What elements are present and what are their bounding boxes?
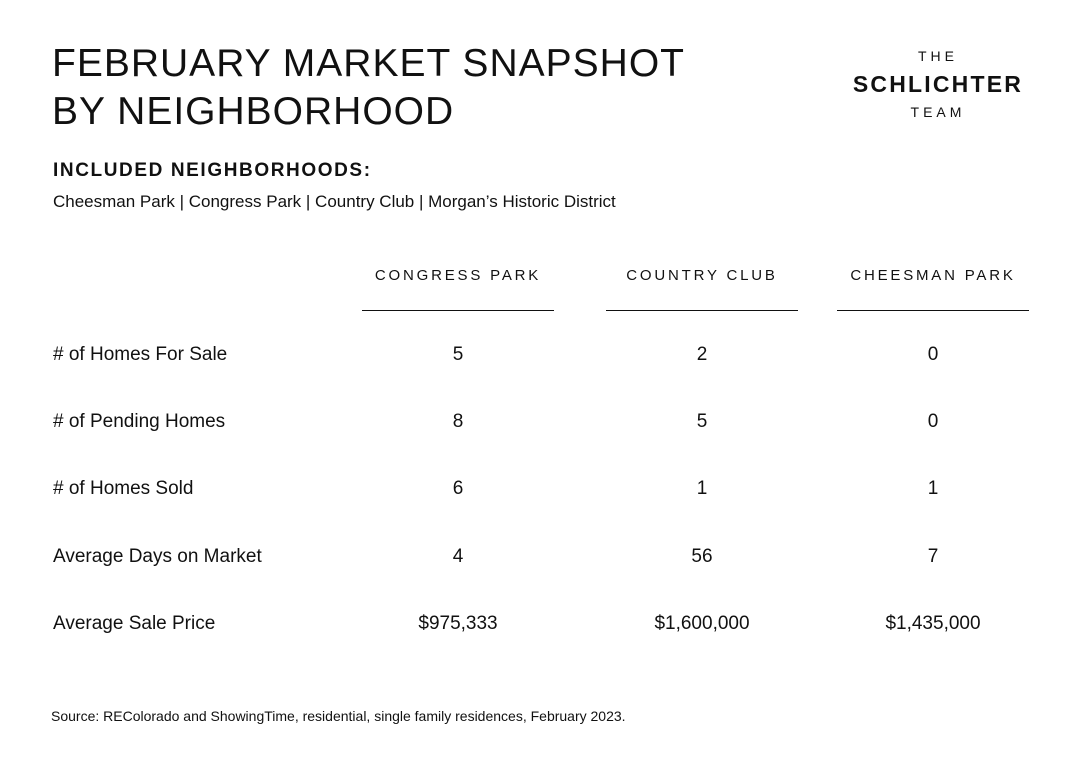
page-title [52, 40, 685, 136]
brand-logo-name: SCHLICHTER [852, 71, 1024, 97]
row-label: # of Pending Homes [53, 411, 226, 432]
row-label: # of Homes Sold [53, 478, 194, 499]
column-divider [606, 310, 798, 311]
table-cell: $975,333 [418, 613, 498, 634]
table-cell: 2 [696, 344, 708, 365]
column-divider [837, 310, 1029, 311]
table-cell: 6 [452, 478, 464, 499]
row-label: Average Days on Market [53, 546, 262, 567]
row-label: # of Homes For Sale [53, 344, 228, 365]
table-cell: 1 [927, 478, 939, 499]
table-cell: 0 [927, 344, 939, 365]
table-cell: $1,435,000 [885, 613, 981, 634]
table-cell: 4 [452, 546, 464, 567]
table-cell: $1,600,000 [654, 613, 750, 634]
column-header-congress-park: CONGRESS PARK [374, 267, 542, 284]
table-cell: 7 [927, 546, 939, 567]
table-cell: 56 [691, 546, 713, 567]
included-neighborhoods-heading: INCLUDED NEIGHBORHOODS: [53, 160, 372, 181]
column-header-cheesman-park: CHEESMAN PARK [850, 267, 1016, 284]
column-divider [362, 310, 554, 311]
table-cell: 8 [452, 411, 464, 432]
source-note: Source: REColorado and ShowingTime, residential, single family residences, February 2023. [51, 708, 626, 724]
brand-logo-top: THE [918, 48, 958, 64]
brand-logo-bottom: TEAM [910, 104, 966, 120]
included-neighborhoods-list: Cheesman Park | Congress Park | Country Club | Morgan’s Historic District [53, 192, 616, 211]
table-cell: 5 [696, 411, 708, 432]
table-cell: 1 [696, 478, 708, 499]
column-header-country-club: COUNTRY CLUB [626, 267, 778, 284]
title-line-1: FEBRUARY MARKET SNAPSHOT [52, 42, 685, 85]
brand-logo [838, 46, 1038, 122]
row-label: Average Sale Price [53, 613, 216, 634]
table-cell: 0 [927, 411, 939, 432]
table-cell: 5 [452, 344, 464, 365]
title-line-2: BY NEIGHBORHOOD [52, 90, 455, 133]
